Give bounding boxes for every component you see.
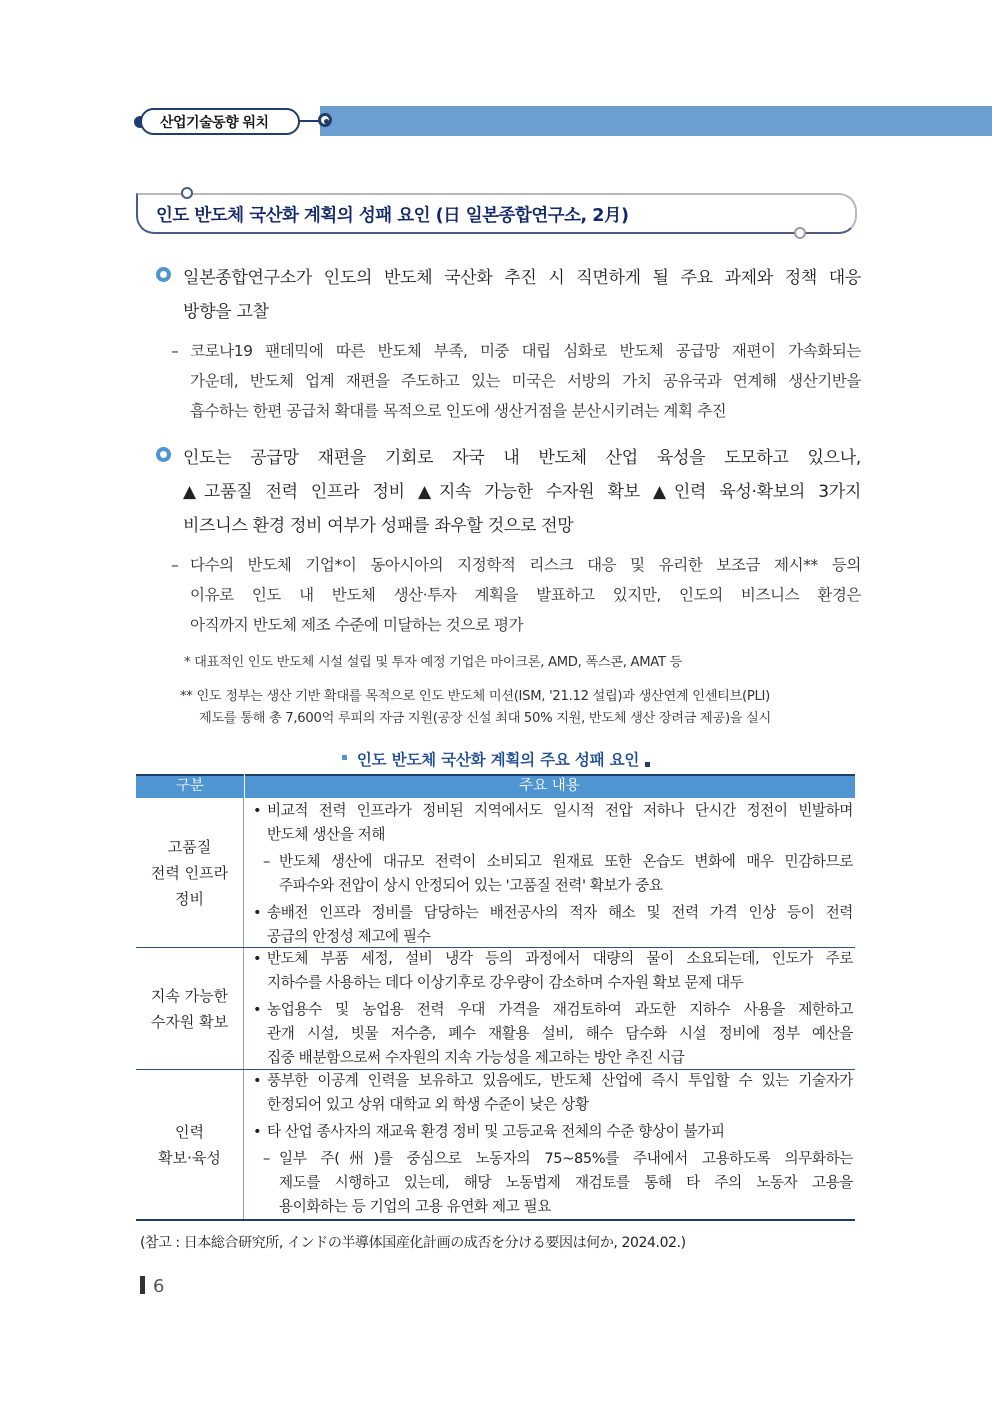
row-item <box>251 1120 853 1144</box>
frame-knob-icon <box>794 227 806 239</box>
table-header-category: 구분 <box>136 774 244 798</box>
item-line: 농업용수 및 농업용 전력 우대 가격을 재검토하여 과도한 지하수 사용을 제한하고 <box>267 1001 853 1018</box>
bullet-line: 비즈니스 환경 정비 여부가 성패를 좌우할 것으로 전망 <box>183 516 574 536</box>
item-line: 타 산업 종사자의 재교육 환경 정비 및 고등교육 전체의 수준 향상이 불가피 <box>267 1123 725 1140</box>
row-category: 인력 확보·육성 <box>136 1070 244 1219</box>
dash-mark: – <box>171 556 179 574</box>
bullet-mark: • <box>253 1123 262 1140</box>
item-line: 한정되어 있고 상위 대학교 외 학생 수준이 낮은 상황 <box>267 1096 589 1113</box>
bullet-line: ▲고품질 전력 인프라 정비 ▲지속 가능한 수자원 확보 ▲인력 육성·확보의 3가지 <box>183 482 861 502</box>
bullet-item <box>156 261 861 329</box>
reference-source: (참고 : 日本総合研究所, インドの半導体国産化計画の成否を分ける要因は何か, 2024.02.) <box>140 1235 686 1251</box>
item-line: 제도를 시행하고 있는데, 해당 노동법제 재검토를 통해 타 주의 노동자 고용을 <box>279 1174 853 1191</box>
caption-square-icon <box>342 755 347 760</box>
item-line: 반도체 부품 세정, 설비 냉각 등의 과정에서 대량의 물이 소요되는데, 인도가 주로 <box>267 950 853 967</box>
circle-bullet-icon <box>156 267 171 282</box>
item-line: 용이화하는 등 기업의 고용 유연화 제고 필요 <box>279 1198 551 1215</box>
row-subitem <box>251 1147 853 1219</box>
row-item <box>251 799 853 847</box>
footnote: 제도를 통해 총 7,600억 루피의 자금 지원(공장 신설 최대 50% 지원, 반도체 생산 장려금 제공)을 실시 <box>199 711 771 726</box>
page-marker-icon <box>140 1276 145 1294</box>
bullet-line: 인도는 공급망 재편을 기회로 자국 내 반도체 산업 육성을 도모하고 있으나, <box>183 448 861 468</box>
bullet-line: 일본종합연구소가 인도의 반도체 국산화 추진 시 직면하게 될 주요 과제와 정책 대응 <box>183 268 861 288</box>
row-item <box>251 1069 853 1117</box>
item-line: 반도체 생산을 저해 <box>267 826 386 843</box>
item-line: 집중 배분함으로써 수자원의 지속 가능성을 제고하는 방안 추진 시급 <box>267 1049 685 1066</box>
bullet-mark: • <box>253 904 262 921</box>
bullet-mark: • <box>253 802 262 819</box>
sub-item <box>171 550 861 640</box>
row-item <box>251 947 853 995</box>
row-item <box>251 998 853 1070</box>
bullet-line: 방향을 고찰 <box>183 302 269 322</box>
sub-line: 코로나19 팬데믹에 따른 반도체 부족, 미중 대립 심화로 반도체 공급망 재편이 가속화되는 <box>190 342 861 360</box>
header-banner-bar <box>320 106 992 136</box>
item-line: 주파수와 전압이 상시 안정되어 있는 '고품질 전력' 확보가 중요 <box>279 877 663 894</box>
table-header-divider <box>244 774 245 798</box>
page-number <box>140 1276 164 1297</box>
bullet-mark: • <box>253 950 262 967</box>
circle-bullet-icon <box>156 447 171 462</box>
sub-item <box>171 336 861 426</box>
item-line: 풍부한 이공계 인력을 보유하고 있음에도, 반도체 산업에 즉시 투입할 수 있는 기술자가 <box>267 1072 853 1089</box>
sub-line: 아직까지 반도체 제조 수준에 미달하는 것으로 평가 <box>190 616 524 634</box>
dash-mark: – <box>263 853 270 870</box>
sub-line: 이유로 인도 내 반도체 생산·투자 계획을 발표하고 있지만, 인도의 비즈니스 환경은 <box>190 586 861 604</box>
table-row <box>136 798 855 948</box>
item-line: 지하수를 사용하는 데다 이상기후로 강우량이 감소하며 수자원 확보 문제 대두 <box>267 974 744 991</box>
bullet-item <box>156 441 861 543</box>
item-line: 반도체 생산에 대규모 전력이 소비되고 원재료 또한 온습도 변화에 매우 민감하므로 <box>279 853 853 870</box>
sub-line: 다수의 반도체 기업*이 동아시아의 지정학적 리스크 대응 및 유리한 보조금 제시** 등의 <box>190 556 861 574</box>
row-subitem <box>251 850 853 898</box>
header-label: 산업기술동향 워치 <box>160 115 269 131</box>
footnote: * 대표적인 인도 반도체 시설 설립 및 투자 예정 기업은 마이크론, AMD, 폭스콘, AMAT 등 <box>184 655 683 670</box>
table-row <box>136 1070 855 1221</box>
row-item <box>251 901 853 949</box>
table-header-content: 주요 내용 <box>244 774 855 798</box>
item-line: 비교적 전력 인프라가 정비된 지역에서도 일시적 전압 저하나 단시간 정전이 빈발하며 <box>267 802 853 819</box>
table-caption-text: 인도 반도체 국산화 계획의 주요 성패 요인 <box>356 751 640 769</box>
header-dot-icon <box>318 113 332 127</box>
dash-mark: – <box>171 342 179 360</box>
page-number-text: 6 <box>153 1276 165 1297</box>
item-line: 송배전 인프라 정비를 담당하는 배전공사의 적자 해소 및 전력 가격 인상 등이 전력 <box>267 904 853 921</box>
dash-mark: – <box>263 1150 270 1167</box>
bullet-mark: • <box>253 1001 262 1018</box>
sub-line: 흡수하는 한편 공급처 확대를 목적으로 인도에 생산거점을 분산시키려는 계획 추진 <box>190 402 727 420</box>
row-category: 고품질 전력 인프라 정비 <box>136 798 244 947</box>
item-line: 공급의 안정성 제고에 필수 <box>267 928 431 945</box>
caption-square-icon <box>645 762 650 767</box>
table-caption <box>0 748 992 770</box>
footnote: ** 인도 정부는 생산 기반 확대를 목적으로 인도 반도체 미션(ISM, '21.12 설립)과 생산연계 인센티브(PLI) <box>180 689 770 704</box>
row-category: 지속 가능한 수자원 확보 <box>136 948 244 1069</box>
section-title: 인도 반도체 국산화 계획의 성패 요인 (日 일본종합연구소, 2月) <box>156 206 629 226</box>
item-line: 일부 주(州)를 중심으로 노동자의 75~85%를 주내에서 고용하도록 의무화하는 <box>279 1150 853 1167</box>
sub-line: 가운데, 반도체 업계 재편을 주도하고 있는 미국은 서방의 가치 공유국과 연계해 생산기반을 <box>190 372 861 390</box>
bullet-mark: • <box>253 1072 262 1089</box>
item-line: 관개 시설, 빗물 저수층, 폐수 재활용 설비, 해수 담수화 시설 정비에 정부 예산을 <box>267 1025 853 1042</box>
table-row <box>136 948 855 1070</box>
frame-knob-icon <box>181 187 193 199</box>
